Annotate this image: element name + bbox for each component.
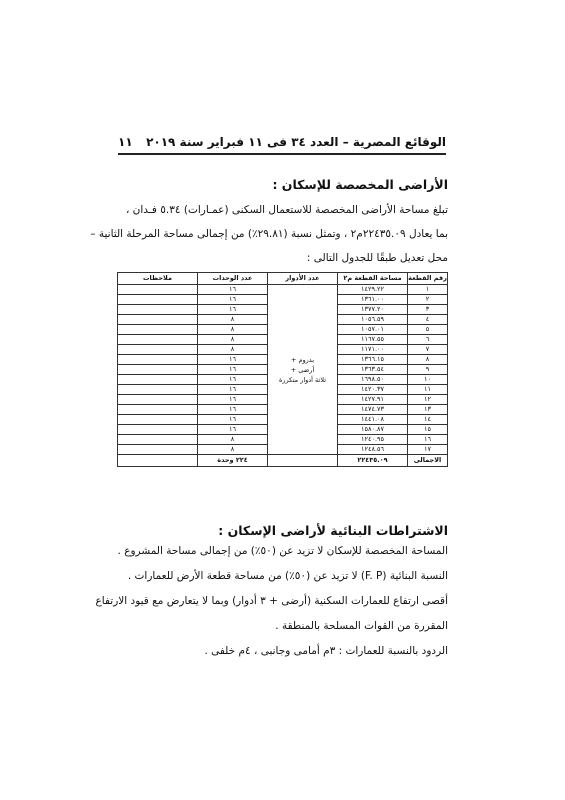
table-total-row <box>118 455 448 467</box>
notes-cell <box>118 305 198 315</box>
notes-cell <box>118 355 198 365</box>
plot-area-cell: ١٣٦١.٠٠ <box>338 295 408 305</box>
plot-area-cell: ١٣٧٧.٢٠ <box>338 305 408 315</box>
requirement-line: المساحة المخصصة للإسكان لا تزيد عن (٥٠٪) من إجمالى مساحة المشروع . <box>117 545 448 557</box>
plot-area-cell: ١١٦٧.٥٥ <box>338 335 408 345</box>
notes-cell <box>118 335 198 345</box>
plot-number-cell: ١٤ <box>408 415 448 425</box>
units-cell: ١٦ <box>198 405 268 415</box>
col-header-area: مساحة القطعة م٢ <box>338 273 408 285</box>
housing-line: محل تعديل طبقًا للجدول التالى : <box>306 252 448 264</box>
page-number: ١١ <box>118 135 133 149</box>
plot-number-cell: ٣ <box>408 305 448 315</box>
col-header-notes: ملاحظات <box>118 273 198 285</box>
notes-cell <box>118 435 198 445</box>
notes-cell <box>118 445 198 455</box>
col-header-units: عدد الوحدات <box>198 273 268 285</box>
notes-cell <box>118 395 198 405</box>
plot-number-cell: ١٣ <box>408 405 448 415</box>
plot-number-cell: ٨ <box>408 355 448 365</box>
units-cell: ١٦ <box>198 375 268 385</box>
notes-cell <box>118 425 198 435</box>
units-cell: ١٦ <box>198 305 268 315</box>
plot-area-cell: ١٦٩٨.٥٠ <box>338 375 408 385</box>
col-header-plot-number: رقم القطعة <box>408 273 448 285</box>
table-row <box>118 285 448 295</box>
table-header-row <box>118 273 448 285</box>
units-cell: ٨ <box>198 325 268 335</box>
plot-area-cell: ١٣٦٣.٥٤ <box>338 365 408 375</box>
plot-number-cell: ١١ <box>408 385 448 395</box>
floors-line: أرضى + <box>290 365 315 374</box>
notes-cell <box>118 415 198 425</box>
plot-area-cell: ١٤٧٤.٧٣ <box>338 405 408 415</box>
housing-paragraph <box>90 198 448 270</box>
notes-cell <box>118 325 198 335</box>
plots-table <box>117 272 448 467</box>
col-header-floors: عدد الأدوار <box>268 273 338 285</box>
plot-area-cell: ١٥٨٠.٨٧ <box>338 425 408 435</box>
notes-cell <box>118 375 198 385</box>
requirements-section-title: الاشتراطات البنائية لأراضى الإسكان : <box>218 523 448 538</box>
units-cell: ٨ <box>198 335 268 345</box>
plot-number-cell: ٧ <box>408 345 448 355</box>
housing-line: بما يعادل ٢٢٤٣٥.٠٩م٢ ، وتمثل نسبة (٢٩.٨١٪) من إجمالى مساحة المرحلة الثانية – <box>90 228 448 240</box>
plot-number-cell: ١٥ <box>408 425 448 435</box>
notes-cell <box>118 365 198 375</box>
units-cell: ٨ <box>198 345 268 355</box>
requirement-line: النسبة البنائية (F. P) لا تزيد عن (٥٠٪) من مساحة قطعة الأرض للعمارات . <box>127 570 448 582</box>
plot-number-cell: ١٠ <box>408 375 448 385</box>
page-header <box>118 133 446 151</box>
requirement-line: المقررة من القوات المسلحة بالمنطقة . <box>275 620 448 632</box>
plot-area-cell: ١٤٢٧.٩١ <box>338 395 408 405</box>
notes-cell <box>118 285 198 295</box>
plot-number-cell: ٦ <box>408 335 448 345</box>
total-label-cell: الاجمالى <box>408 455 448 467</box>
notes-cell <box>118 385 198 395</box>
notes-cell <box>118 405 198 415</box>
plot-area-cell: ١٢٤٠.٩٥ <box>338 435 408 445</box>
total-units-cell: ٢٢٤ وحدة <box>198 455 268 467</box>
units-cell: ١٦ <box>198 425 268 435</box>
plot-area-cell: ١٠٥٧.٠١ <box>338 325 408 335</box>
plot-number-cell: ١٢ <box>408 395 448 405</box>
floors-line: ثلاثة أدوار متكررة <box>278 375 327 384</box>
plot-number-cell: ٥ <box>408 325 448 335</box>
plot-number-cell: ٢ <box>408 295 448 305</box>
plot-number-cell: ١٧ <box>408 445 448 455</box>
plot-area-cell: ١٣٦٦.١٥ <box>338 355 408 365</box>
plot-area-cell: ١٠٥٦.٥٩ <box>338 315 408 325</box>
plot-area-cell: ١٤٢٩.٢٢ <box>338 285 408 295</box>
housing-section-title: الأراضى المخصصة للإسكان : <box>272 177 448 192</box>
notes-cell <box>118 345 198 355</box>
plot-number-cell: ٤ <box>408 315 448 325</box>
total-notes-cell <box>118 455 198 467</box>
plot-number-cell: ١٦ <box>408 435 448 445</box>
units-cell: ١٦ <box>198 395 268 405</box>
plot-area-cell: ١٢٤٨.٥٦ <box>338 445 408 455</box>
units-cell: ١٦ <box>198 355 268 365</box>
units-cell: ١٦ <box>198 365 268 375</box>
total-floors-cell <box>268 455 338 467</box>
units-cell: ٨ <box>198 315 268 325</box>
housing-line: تبلغ مساحة الأراضى المخصصة للاستعمال السكنى (عمـارات) ٥.٣٤ فـدان ، <box>125 204 448 216</box>
units-cell: ٨ <box>198 435 268 445</box>
units-cell: ١٦ <box>198 385 268 395</box>
header-divider <box>118 153 446 155</box>
floors-line: بدروم + <box>290 355 315 364</box>
requirement-line: أقصى ارتفاع للعمارات السكنية (أرضى + ٣ أدوار) وبما لا يتعارض مع قيود الارتفاع <box>95 595 448 607</box>
floors-cell <box>268 285 338 455</box>
requirement-line: الردود بالنسبة للعمارات : ٣م أمامى وجانبى ، ٤م خلفى . <box>204 645 448 657</box>
plot-area-cell: ١٤٢٠.٣٧ <box>338 385 408 395</box>
plot-number-cell: ٩ <box>408 365 448 375</box>
units-cell: ٨ <box>198 445 268 455</box>
plot-area-cell: ١٤٤١.٠٨ <box>338 415 408 425</box>
plot-number-cell: ١ <box>408 285 448 295</box>
notes-cell <box>118 295 198 305</box>
gazette-title: الوقائع المصرية – العدد ٣٤ فى ١١ فبراير سنة ٢٠١٩ <box>146 135 446 149</box>
plot-area-cell: ١١٧١.٠٠ <box>338 345 408 355</box>
total-area-cell: ٢٢٤٣٥.٠٩ <box>338 455 408 467</box>
notes-cell <box>118 315 198 325</box>
units-cell: ١٦ <box>198 285 268 295</box>
units-cell: ١٦ <box>198 415 268 425</box>
units-cell: ١٦ <box>198 295 268 305</box>
